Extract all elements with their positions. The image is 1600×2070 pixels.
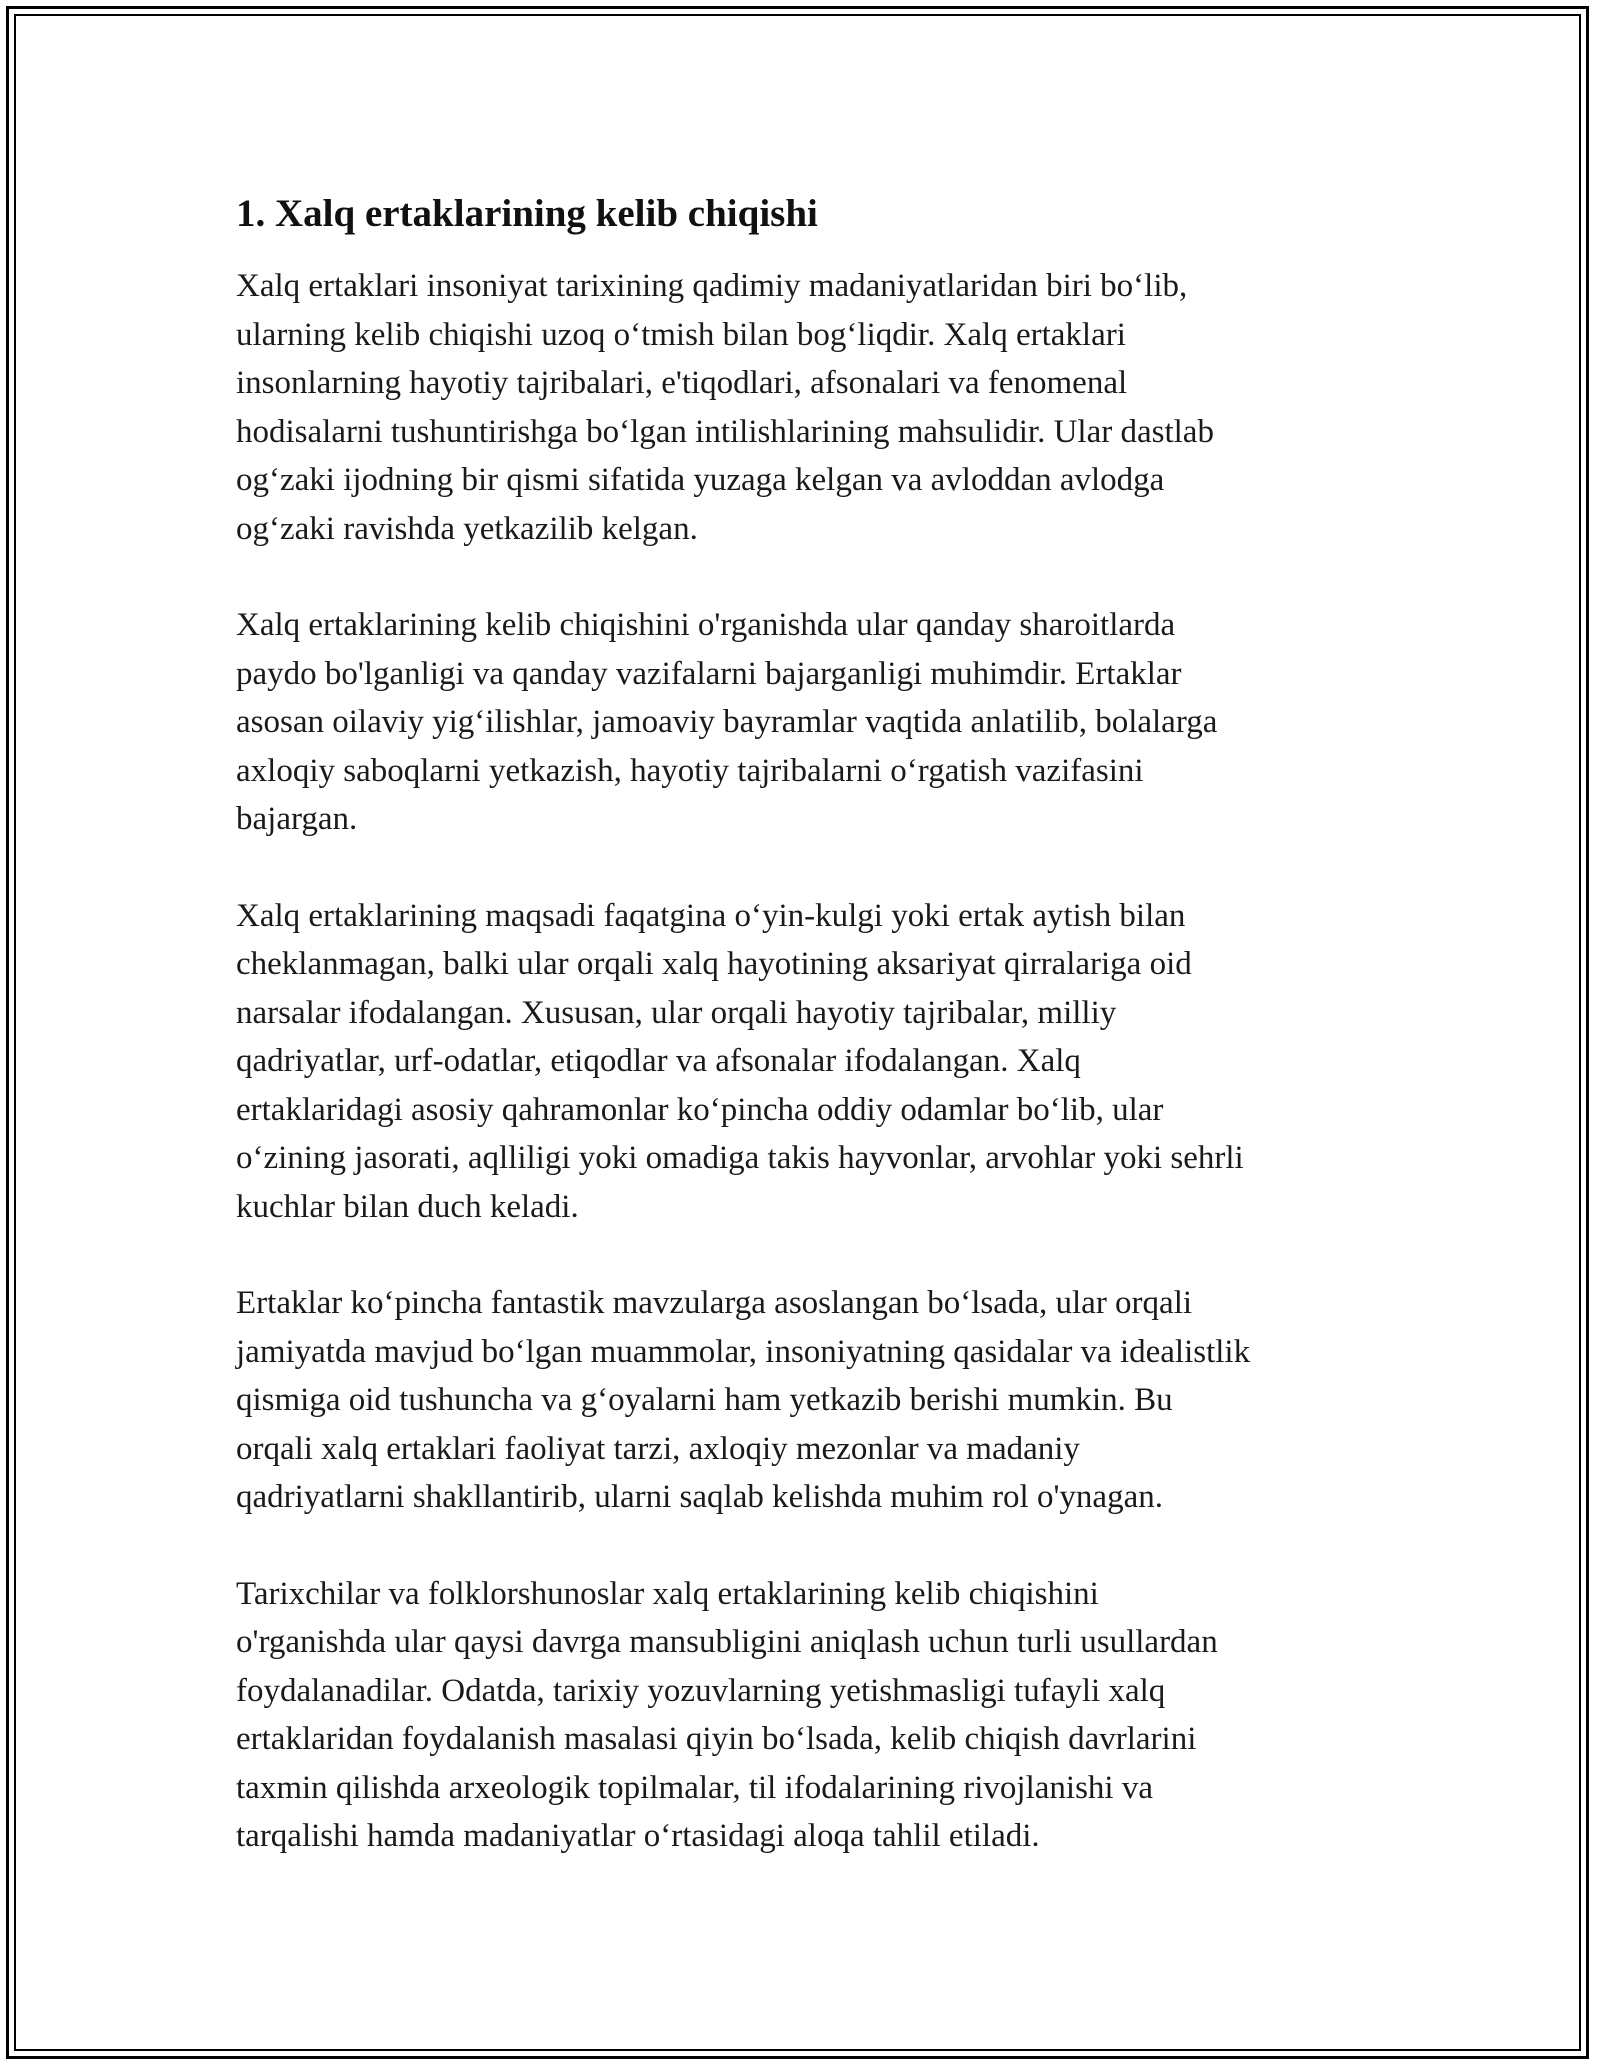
- document-body: [236, 188, 1384, 1909]
- paragraph-4: Ertaklar ko‘pincha fantastik mavzularga asoslangan bo‘lsada, ular orqali jamiyatda mavjud bo‘lgan muammolar, insoniyatning qasidalar va idealistlik qismiga oid tushuncha va g‘oyalarni ham yetkazib berishi mumkin. Bu orqali xalq ertaklari faoliyat tarzi, axloqiy mezonlar va madaniy qadriyatlarni shakllantirib, ularni saqlab kelishda muhim rol o'ynagan.: [236, 1285, 1251, 1515]
- paragraph-3: Xalq ertaklarining maqsadi faqatgina o‘yin-kulgi yoki ertak aytish bilan cheklanmagan, balki ular orqali xalq hayotining aksariyat qirralariga oid narsalar ifodalangan. Xususan, ular orqali hayotiy tajribalar, milliy qadriyatlar, urf-odatlar, etiqodlar va afsonalar ifodalangan. Xalq ertaklaridagi asosiy qahramonlar ko‘pincha oddiy odamlar bo‘lib, ular o‘zining jasorati, aqlliligi yoki omadiga takis hayvonlar, arvohlar yoki sehrli kuchlar bilan duch keladi.: [236, 897, 1244, 1225]
- paragraph-5: Tarixchilar va folklorshunoslar xalq ertaklarining kelib chiqishini o'rganishda ular qaysi davrga mansubligini aniqlash uchun turli usullardan foydalanadilar. Odatda, tarixiy yozuvlarning yetishmasligi tufayli xalq ertaklaridan foydalanish masalasi qiyin bo‘lsada, kelib chiqish davrlarini taxmin qilishda arxeologik topilmalar, til ifodalarining rivojlanishi va tarqalishi hamda madaniyatlar o‘rtasidagi aloqa tahlil etiladi.: [236, 1575, 1218, 1854]
- section-heading: 1. Xalq ertaklarining kelib chiqishi: [236, 192, 818, 235]
- paragraph-1: Xalq ertaklari insoniyat tarixining qadimiy madaniyatlaridan biri bo‘lib, ularning kelib chiqishi uzoq o‘tmish bilan bog‘liqdir. Xalq ertaklari insonlarning hayotiy tajribalari, e'tiqodlari, afsonalari va fenomenal hodisalarni tushuntirishga bo‘lgan intilishlarining mahsulidir. Ular dastlab og‘zaki ijodning bir qismi sifatida yuzaga kelgan va avloddan avlodga og‘zaki ravishda yetkazilib kelgan.: [236, 268, 1214, 547]
- paragraph-2: Xalq ertaklarining kelib chiqishini o'rganishda ular qanday sharoitlarda paydo bo'lganligi va qanday vazifalarni bajarganligi muhimdir. Ertaklar asosan oilaviy yig‘ilishlar, jamoaviy bayramlar vaqtida anlatilib, bolalarga axloqiy saboqlarni yetkazish, hayotiy tajribalarni o‘rgatish vazifasini bajargan.: [236, 607, 1218, 837]
